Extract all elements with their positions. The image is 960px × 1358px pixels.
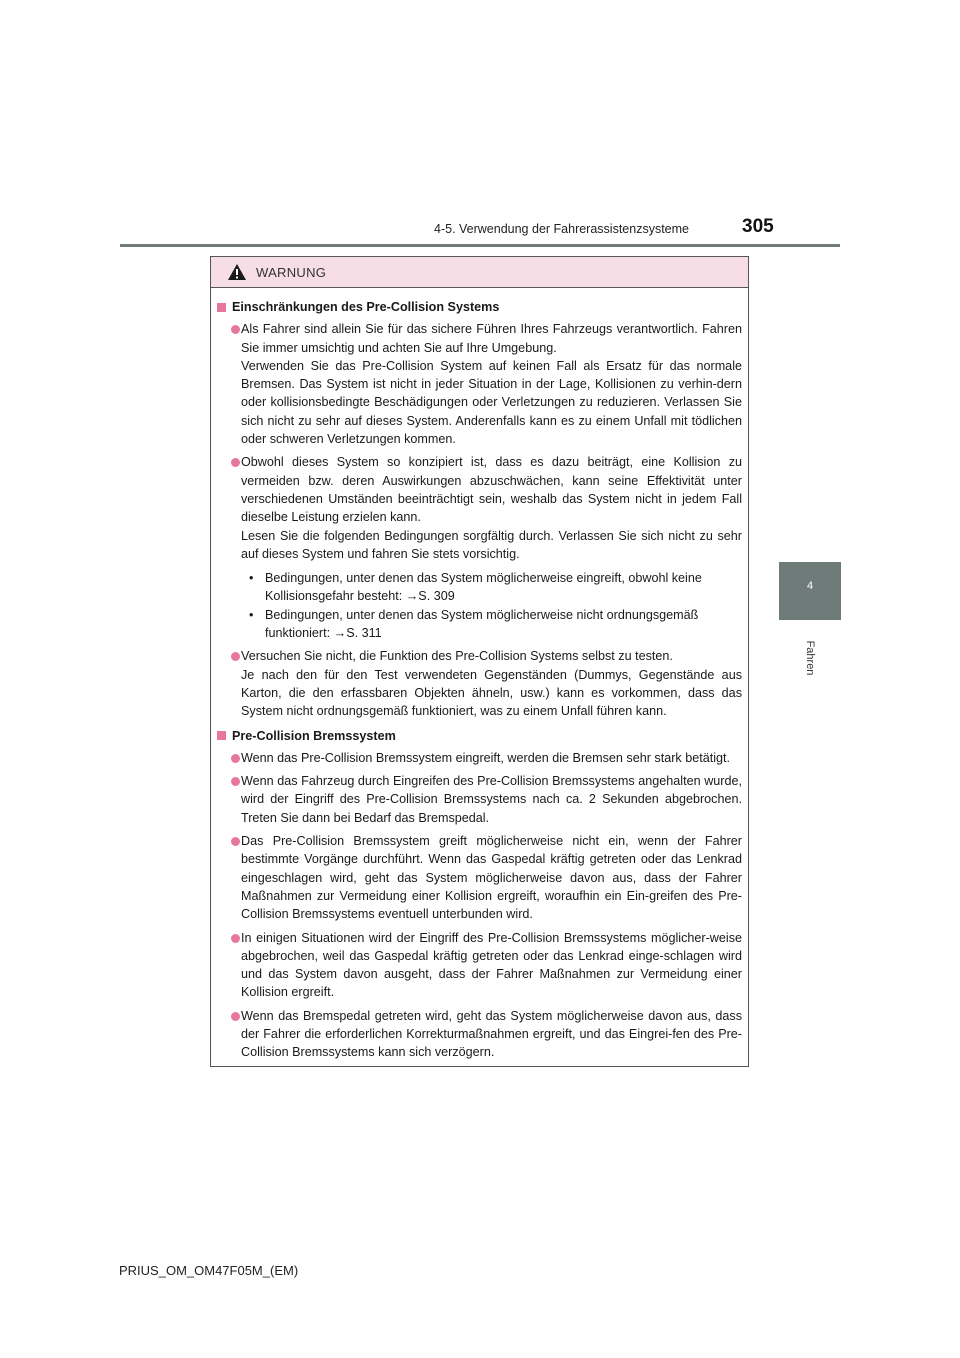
bullet-item — [217, 832, 742, 923]
document-code: PRIUS_OM_OM47F05M_(EM) — [119, 1263, 299, 1278]
circle-bullet-icon — [231, 325, 240, 334]
running-header-section: 4-5. Verwendung der Fahrerassistenzsysteme — [434, 222, 689, 236]
section-heading — [217, 727, 742, 745]
bullet-paragraph: Obwohl dieses System so konzipiert ist, dass es dazu beiträgt, eine Kollision zu vermeiden bzw. deren Auswirkungen abzuschwächen, kann seine Effektivität unter verschiedenen Umständen beeinträchtigt sein, weshalb das System nicht in jedem Fall dieselbe Leistung erzielen kann. — [241, 455, 742, 525]
warning-content — [211, 288, 748, 1062]
warning-header — [211, 257, 748, 288]
header-divider — [120, 244, 840, 247]
circle-bullet-icon — [231, 934, 240, 943]
square-bullet-icon — [217, 731, 226, 740]
bullet-item — [217, 929, 742, 1002]
bullet-paragraph: Das Pre-Collision Bremssystem greift möglicherweise nicht ein, wenn der Fahrer bestimmte Vorgänge durchführt. Wenn das Gaspedal kräftig getreten oder das Lenkrad eingeschlagen wird, geht das System möglicherweise davon aus, dass der Fahrer Maßnahmen zur Vermeidung einer Kollision ergreift, woraufhin ein Ein-greifen des Pre-Collision Bremssystems eventuell unterbunden wird. — [241, 834, 742, 922]
warning-box — [210, 256, 749, 1067]
bullet-item — [217, 647, 742, 720]
chapter-tab-label: Fahren — [804, 640, 816, 676]
bullet-paragraph: Als Fahrer sind allein Sie für das sichere Führen Ihres Fahrzeugs verantwortlich. Fahren Sie immer umsichtig und achten Sie auf Ihre Umgebung. — [241, 322, 742, 355]
bullet-item — [217, 320, 742, 448]
bullet-paragraph: In einigen Situationen wird der Eingriff des Pre-Collision Bremssystems möglicher-weise abgebrochen, weil das Gaspedal kräftig getreten oder das Lenkrad einge-schlagen wird und das System davon ausgeht, dass der Fahrer Maßnahmen zur Vermeidung einer Kollision ergreift. — [241, 930, 742, 1000]
circle-bullet-icon — [231, 754, 240, 763]
dot-bullet-icon: • — [249, 607, 254, 622]
circle-bullet-icon — [231, 1012, 240, 1021]
bullet-paragraph: Verwenden Sie das Pre-Collision System auf keinen Fall als Ersatz für das normale Bremsen. Das System ist nicht in jeder Situation in der Lage, Kollisionen zu verhin-dern oder kollisionsbedingte Beschädigungen oder Verletzungen zu reduzieren. Verlassen Sie sich nicht zu sehr auf dieses System. Anderenfalls kann es zu einem Unfall mit tödlichen oder schweren Verletzungen kommen. — [241, 358, 742, 447]
circle-bullet-icon — [231, 458, 240, 467]
bullet-paragraph: Versuchen Sie nicht, die Funktion des Pre-Collision Systems selbst zu testen. — [241, 649, 673, 664]
bullet-paragraph: Wenn das Fahrzeug durch Eingreifen des Pre-Collision Bremssystems angehalten wurde, wird der Eingriff des Pre-Collision Bremssystems nach ca. 2 Sekunden abgebrochen. Treten Sie dann bei Bedarf das Bremspedal. — [241, 774, 742, 825]
warning-triangle-icon — [227, 263, 247, 281]
square-bullet-icon — [217, 303, 226, 312]
section-heading-text: Einschränkungen des Pre-Collision Systems — [232, 300, 500, 314]
sub-list-item — [241, 606, 742, 643]
sub-list-item — [241, 569, 742, 606]
bullet-paragraph: Wenn das Bremspedal getreten wird, geht das System möglicherweise davon aus, dass der Fahrer die erforderlichen Korrekturmaßnahmen ergreift, und das Eingrei-fen des Pre-Collision Bremssystems kann sich verzögern. — [241, 1008, 742, 1060]
bullet-paragraph: Je nach den für den Test verwendeten Gegenständen (Dummys, Gegenstände aus Karton, die den erfassbaren Objekten ähneln, usw.) kann es vorkommen, dass das System nicht ordnungsgemäß funktioniert, was zu einem Unfall führen kann. — [241, 667, 742, 719]
bullet-item — [217, 1007, 742, 1062]
sub-list-text: Bedingungen, unter denen das System möglicherweise eingreift, obwohl keine Kollisionsgefahr besteht: →S. 309 — [265, 571, 702, 604]
chapter-tab-number: 4 — [806, 580, 814, 592]
warning-title: WARNUNG — [256, 264, 327, 280]
bullet-item — [217, 749, 742, 767]
bullet-paragraph: Lesen Sie die folgenden Bedingungen sorgfältig durch. Verlassen Sie sich nicht zu sehr auf dieses System und fahren Sie stets vorsichtig. — [241, 528, 742, 561]
dot-bullet-icon: • — [249, 571, 254, 586]
page-number: 305 — [742, 216, 774, 237]
bullet-item — [217, 453, 742, 563]
sub-list-text: Bedingungen, unter denen das System möglicherweise nicht ordnungsgemäß funktioniert: →S. 311 — [265, 607, 699, 641]
sub-list — [217, 569, 742, 642]
chapter-tab — [779, 562, 841, 620]
section-heading-text: Pre-Collision Bremssystem — [232, 728, 396, 743]
bullet-item — [217, 772, 742, 827]
section-heading — [217, 298, 742, 316]
bullet-paragraph: Wenn das Pre-Collision Bremssystem eingreift, werden die Bremsen sehr stark betätigt. — [241, 750, 731, 765]
circle-bullet-icon — [231, 652, 240, 661]
circle-bullet-icon — [231, 777, 240, 786]
circle-bullet-icon — [231, 837, 240, 846]
